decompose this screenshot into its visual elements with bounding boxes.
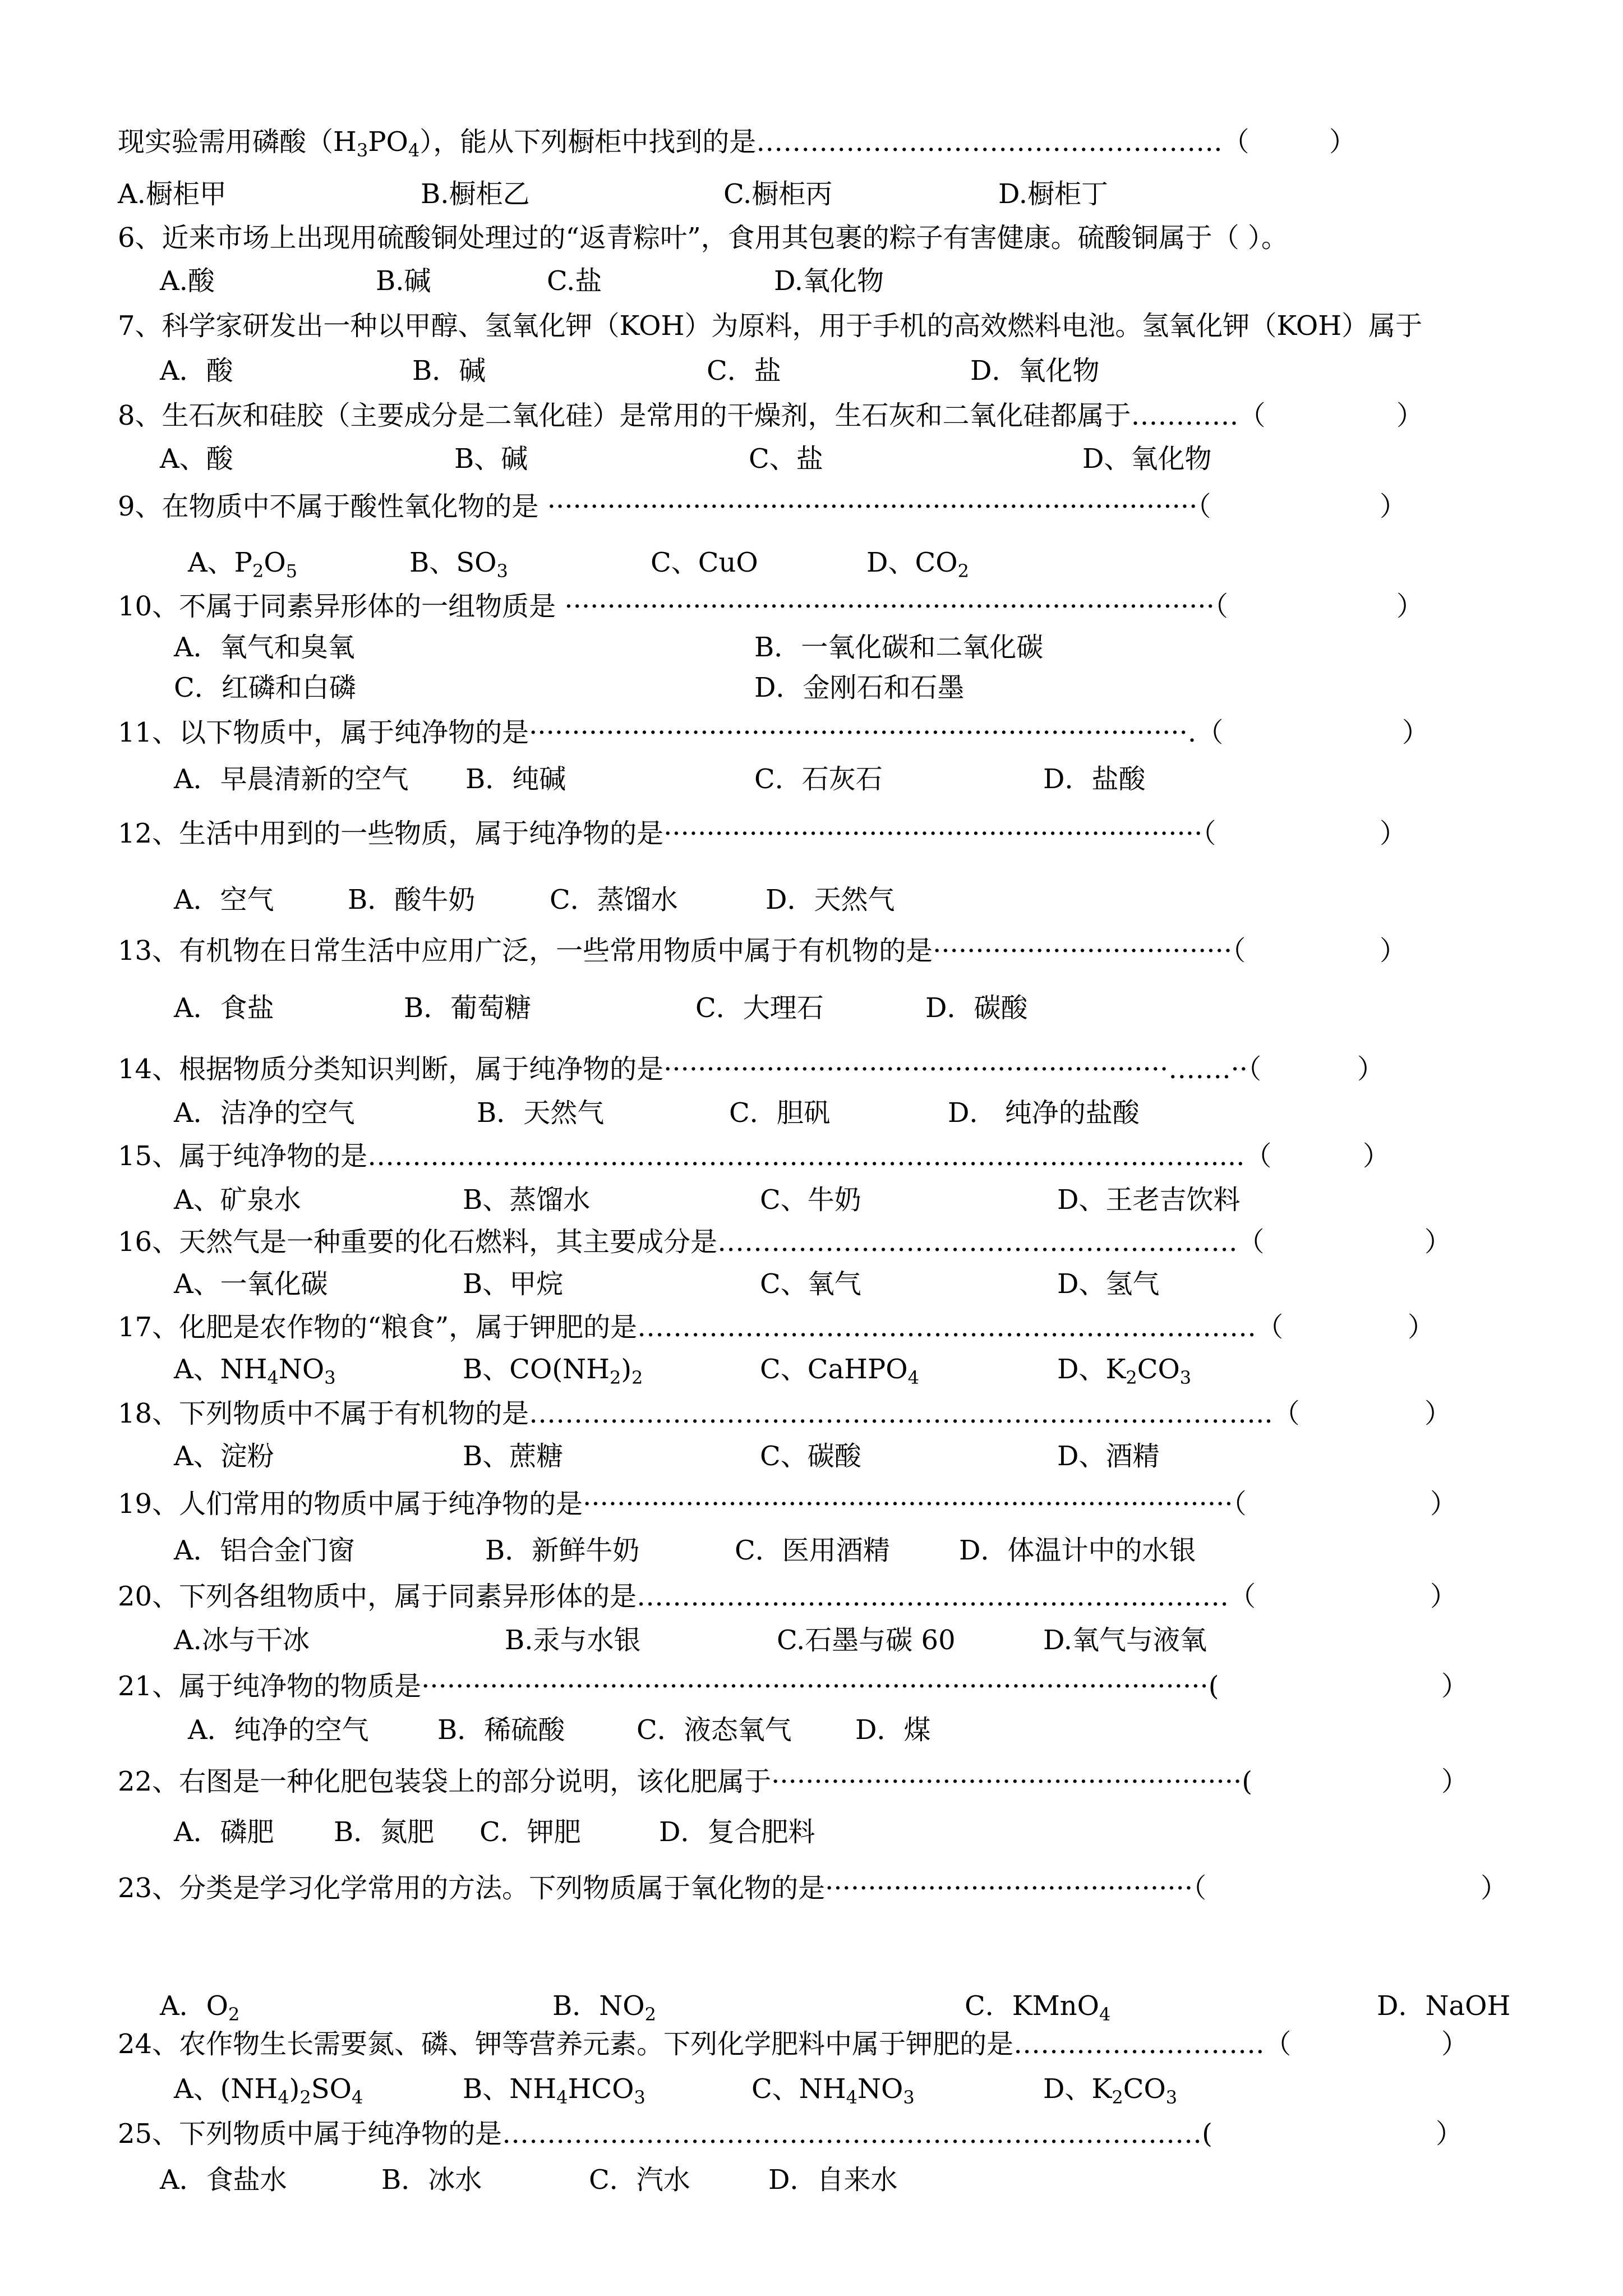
option-c: C、氧气: [760, 1268, 861, 1300]
answer-paren-close: ）: [1481, 1872, 1508, 1904]
q21-options: [0, 1708, 1623, 1752]
option-c: C．盐: [707, 355, 781, 386]
q9-stem-line: [0, 484, 1623, 529]
option-a: A．洁净的空气: [174, 1097, 355, 1129]
q19-stem-line: [0, 1481, 1623, 1526]
answer-paren-close: ）: [1430, 1581, 1458, 1612]
option-d: D、$K_2CO_3$: [1043, 2073, 1178, 2108]
option-a: A．食盐: [174, 992, 274, 1024]
option-b: B．天然气: [477, 1097, 605, 1129]
answer-paren-close: ）: [1402, 717, 1430, 748]
option-b: B.橱柜乙: [421, 178, 530, 210]
answer-paren-close: ）: [1380, 491, 1407, 522]
answer-paren-close: ）: [1430, 1488, 1458, 1520]
option-d: D．体温计中的水银: [959, 1535, 1196, 1566]
option-a: A．早晨清新的空气: [174, 763, 409, 795]
option-b: B．冰水: [381, 2164, 482, 2196]
q13-stem-line: [0, 928, 1623, 973]
option-b: B、$NH_4HCO_3$: [463, 2073, 645, 2108]
q8-options: [0, 436, 1623, 481]
option-d: D.橱柜丁: [998, 178, 1109, 210]
option-a: A.冰与干冰: [174, 1625, 310, 1656]
option-b: B、$CO(NH_2)_2$: [463, 1354, 643, 1388]
option-b: B．$NO_2$: [552, 1990, 656, 2025]
q17-stem: 17、化肥是农作物的“粮食”，属于钾肥的是……………………………………………………………（: [118, 1312, 1284, 1343]
q21-stem: 21、属于纯净物的物质是····························································································(: [118, 1671, 1219, 1702]
q7-options: [0, 348, 1623, 393]
option-d: D.氧气与液氧: [1043, 1625, 1207, 1656]
q22-stem-line: [0, 1759, 1623, 1804]
option-a: A．氧气和臭氧: [174, 632, 355, 663]
answer-paren-close: ）: [1396, 591, 1424, 622]
option-c: C、CaHPO$_4$: [760, 1354, 919, 1388]
answer-paren-close: ）: [1380, 935, 1407, 967]
q13-stem: 13、有机物在日常生活中应用广泛，一些常用物质中属于有机物的是···································（: [118, 935, 1246, 967]
option-b: B．酸牛奶: [348, 884, 476, 915]
q25-stem: 25、下列物质中属于纯净物的是……………………………………………………………………(: [118, 2118, 1212, 2150]
q14-stem-line: [0, 1047, 1623, 1092]
option-d: D、$CO_2$: [866, 547, 969, 582]
answer-paren-close: ）: [1357, 1053, 1385, 1085]
q20-stem-line: [0, 1574, 1623, 1619]
option-b: B.汞与水银: [505, 1625, 641, 1656]
answer-paren-close: ）: [1441, 2028, 1469, 2060]
q14-options: [0, 1091, 1623, 1135]
q25-stem-line: [0, 2111, 1623, 2156]
option-d: D．碳酸: [925, 992, 1028, 1024]
option-d: D．氧化物: [970, 355, 1100, 386]
q8-stem-line: [0, 393, 1623, 438]
option-a: A．纯净的空气: [188, 1714, 369, 1746]
option-d: D、酒精: [1057, 1441, 1160, 1472]
option-a: A、$P_2O_5$: [188, 547, 298, 582]
option-c: C.石墨与碳 60: [777, 1625, 956, 1656]
option-d: D． 纯净的盐酸: [948, 1097, 1140, 1129]
answer-paren-close: ）: [1436, 2118, 1463, 2150]
answer-paren-close: ）: [1424, 1398, 1452, 1429]
option-d: D、氢气: [1057, 1268, 1160, 1300]
q18-stem-line: [0, 1391, 1623, 1436]
q25-options: [0, 2157, 1623, 2202]
q10-stem-line: [0, 584, 1623, 629]
option-b: B、甲烷: [463, 1268, 564, 1300]
q5-stem: 现实验需用磷酸$(H_3PO_4)$，能从下列橱柜中找到的是…………………………………………….（: [118, 126, 1249, 161]
q11-options: [0, 757, 1623, 802]
q12-options: [0, 877, 1623, 922]
option-a: A、矿泉水: [174, 1184, 301, 1216]
option-c: C、CuO: [651, 547, 758, 578]
option-c: C．石灰石: [754, 763, 883, 795]
option-d: D.氧化物: [774, 265, 884, 297]
option-a: A．酸: [160, 355, 233, 386]
answer-paren-close: ）: [1380, 818, 1407, 849]
q6-stem-line: [0, 215, 1623, 260]
q10-options-row2: [0, 665, 1623, 710]
q18-options: [0, 1434, 1623, 1479]
q5-options: [0, 172, 1623, 217]
q24-options: [0, 2067, 1623, 2111]
q15-options: [0, 1177, 1623, 1222]
option-a: A、淀粉: [174, 1441, 274, 1472]
option-a: A、$NH_4NO_3$: [174, 1354, 336, 1388]
q11-stem-line: [0, 710, 1623, 755]
option-c: C、牛奶: [760, 1184, 861, 1216]
q20-stem: 20、下列各组物质中，属于同素异形体的是…………………………………………………………（: [118, 1581, 1256, 1612]
option-c: C、碳酸: [760, 1441, 861, 1472]
option-a: A、酸: [160, 443, 233, 475]
option-b: B、蒸馏水: [463, 1184, 591, 1216]
option-d: D．煤: [855, 1714, 931, 1746]
option-a: A.橱柜甲: [118, 178, 227, 210]
q7-stem: 7、科学家研发出一种以甲醇、氢氧化钾（KOH）为原料，用于手机的高效燃料电池。氢氧化钾（KOH）属于: [118, 310, 1423, 342]
q23-stem: 23、分类是学习化学常用的方法。下列物质属于氧化物的是···········································（: [118, 1872, 1207, 1904]
q20-options: [0, 1618, 1623, 1663]
q15-stem: 15、属于纯净物的是………………………………………………………………………………….....（: [118, 1140, 1272, 1172]
q16-stem: 16、天然气是一种重要的化石燃料，其主要成分是………………………………………………….（: [118, 1226, 1265, 1258]
q14-stem: 14、根据物质分类知识判断，属于纯净物的是···························································…….··（: [118, 1053, 1262, 1085]
option-b: B、碱: [454, 443, 528, 475]
option-d: D．金刚石和石墨: [754, 672, 965, 703]
option-a: A．食盐水: [160, 2164, 287, 2196]
option-b: B．纯碱: [465, 763, 566, 795]
q11-stem: 11、以下物质中，属于纯净物的是·············································································.（: [118, 717, 1224, 748]
answer-paren-close: ）: [1424, 1226, 1452, 1258]
q19-stem: 19、人们常用的物质中属于纯净物的是············································································（: [118, 1488, 1247, 1520]
q10-stem: 10、不属于同素异形体的一组物质是 ············································································（: [118, 591, 1228, 622]
option-a: A．$O_2$: [160, 1990, 240, 2025]
answer-paren-close: ）: [1441, 1766, 1469, 1797]
option-c: C、盐: [749, 443, 823, 475]
option-c: C．医用酒精: [735, 1535, 890, 1566]
q9-options: [0, 540, 1623, 585]
q24-stem: 24、农作物生长需要氮、磷、钾等营养元素。下列化学肥料中属于钾肥的是……………………….（: [118, 2028, 1292, 2060]
option-a: A．磷肥: [174, 1816, 274, 1848]
option-c: C.橱柜丙: [723, 178, 833, 210]
q6-options: [0, 259, 1623, 303]
q9-stem: 9、在物质中不属于酸性氧化物的是 ············································································（: [118, 491, 1211, 522]
q10-options-row1: [0, 625, 1623, 670]
option-c: C．蒸馏水: [550, 884, 678, 915]
q17-options: [0, 1347, 1623, 1392]
option-d: D、氧化物: [1082, 443, 1212, 475]
option-b: B．新鲜牛奶: [485, 1535, 640, 1566]
option-c: C．汽水: [589, 2164, 690, 2196]
option-c: C．液态氧气: [637, 1714, 792, 1746]
q21-stem-line: [0, 1664, 1623, 1709]
option-b: B．稀硫酸: [437, 1714, 565, 1746]
q6-stem: 6、近来市场上出现用硫酸铜处理过的“返青粽叶”，食用其包裹的粽子有害健康。硫酸铜属于（ ）。: [118, 222, 1288, 254]
option-b: B．碱: [412, 355, 486, 386]
option-d: D．盐酸: [1043, 763, 1146, 795]
option-a: A、$(NH_4)_2SO_4$: [174, 2073, 363, 2108]
q7-stem-line: [0, 303, 1623, 348]
option-c: C．胆矾: [729, 1097, 831, 1129]
option-b: B．一氧化碳和二氧化碳: [754, 632, 1044, 663]
answer-paren-close: ）: [1396, 400, 1424, 431]
q17-stem-line: [0, 1305, 1623, 1350]
option-a: A．空气: [174, 884, 274, 915]
q5-stem-line: [0, 119, 1623, 164]
q12-stem: 12、生活中用到的一些物质，属于纯净物的是·······························································（: [118, 818, 1216, 849]
option-a: A.酸: [160, 265, 215, 297]
q22-options: [0, 1810, 1623, 1855]
answer-paren-close: ）: [1329, 126, 1357, 158]
option-c: C、$NH_4NO_3$: [751, 2073, 915, 2108]
answer-paren-close: ）: [1408, 1312, 1435, 1343]
option-b: B、蔗糖: [463, 1441, 564, 1472]
q16-options: [0, 1262, 1623, 1306]
q22-stem: 22、右图是一种化肥包装袋上的部分说明，该化肥属于·······················································(: [118, 1766, 1252, 1797]
option-b: B．葡萄糖: [404, 992, 532, 1024]
option-d: D．天然气: [766, 884, 895, 915]
option-a: A、一氧化碳: [174, 1268, 328, 1300]
option-c: C．钾肥: [479, 1816, 581, 1848]
option-d: D、$K_2CO_3$: [1057, 1354, 1192, 1388]
q24-stem-line: [0, 2022, 1623, 2067]
option-d: D、王老吉饮料: [1057, 1184, 1241, 1216]
option-d: D．NaOH: [1377, 1990, 1511, 2022]
answer-paren-close: ）: [1441, 1671, 1469, 1702]
option-d: D．自来水: [768, 2164, 898, 2196]
option-c: C.盐: [547, 265, 602, 297]
q15-stem-line: [0, 1134, 1623, 1179]
q19-options: [0, 1528, 1623, 1573]
q23-stem-line: [0, 1866, 1623, 1911]
option-b: B.碱: [376, 265, 431, 297]
option-b: B、$SO_3$: [409, 547, 508, 582]
option-d: D．复合肥料: [659, 1816, 815, 1848]
option-b: B．氮肥: [334, 1816, 435, 1848]
option-c: C．红磷和白磷: [174, 672, 356, 703]
q13-options: [0, 986, 1623, 1030]
q16-stem-line: [0, 1220, 1623, 1264]
q12-stem-line: [0, 811, 1623, 856]
q8-stem: 8、生石灰和硅胶（主要成分是二氧化硅）是常用的干燥剂，生石灰和二氧化硅都属于…………（: [118, 400, 1266, 431]
option-c: C．大理石: [695, 992, 824, 1024]
option-a: A．铝合金门窗: [174, 1535, 355, 1566]
option-c: C．KMnO$_4$: [965, 1990, 1111, 2025]
q18-stem: 18、下列物质中不属于有机物的是………………………………………………………………………..（: [118, 1398, 1300, 1429]
answer-paren-close: ）: [1363, 1140, 1390, 1172]
